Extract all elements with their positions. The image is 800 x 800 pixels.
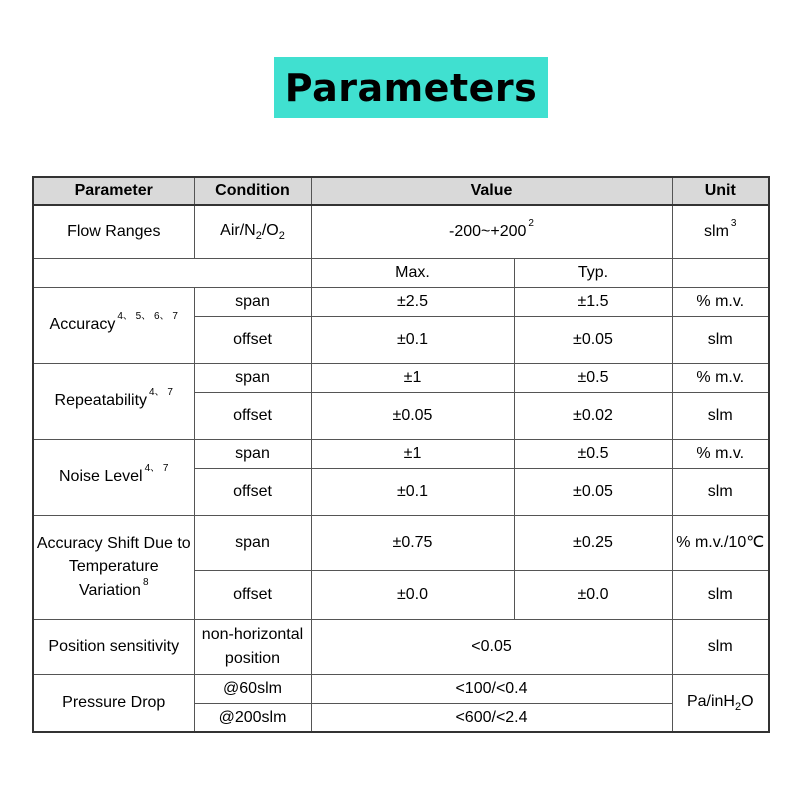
max-cell: ±2.5 xyxy=(311,287,514,316)
cond-cell: offset xyxy=(194,316,311,363)
table-row xyxy=(33,439,769,468)
unit-cell: slm xyxy=(672,468,769,515)
value-cell: <600/<2.4 xyxy=(311,703,672,732)
subheader-typ: Typ. xyxy=(514,258,672,287)
unit-cell: % m.v. xyxy=(672,287,769,316)
cond-cell: span xyxy=(194,515,311,570)
header-unit: Unit xyxy=(672,177,769,205)
table-row xyxy=(33,674,769,703)
cond-cell: @60slm xyxy=(194,674,311,703)
unit-cell: slm xyxy=(672,392,769,439)
max-cell: ±0.1 xyxy=(311,316,514,363)
unit-cell: % m.v./10℃ xyxy=(672,515,769,570)
table-row xyxy=(33,515,769,570)
cond-cell: offset xyxy=(194,468,311,515)
unit-cell: % m.v. xyxy=(672,439,769,468)
cond-cell: span xyxy=(194,287,311,316)
typ-cell: ±1.5 xyxy=(514,287,672,316)
cond-cell: offset xyxy=(194,392,311,439)
param-accuracy: Accuracy $^{4、 5、 6、 7}$ xyxy=(33,287,194,363)
table-row xyxy=(33,619,769,674)
table-row xyxy=(33,205,769,258)
table-row xyxy=(33,363,769,392)
title-banner xyxy=(274,57,548,118)
cond-cell: @200slm xyxy=(194,703,311,732)
table-subheader-row xyxy=(33,258,769,287)
subheader-empty xyxy=(33,258,311,287)
cond-cell: offset xyxy=(194,570,311,619)
unit-pressure-drop: Pa/inH$_2$O xyxy=(672,674,769,732)
subheader-max: Max. xyxy=(311,258,514,287)
param-pressure-drop: Pressure Drop xyxy=(33,674,194,732)
subheader-unit-empty xyxy=(672,258,769,287)
max-cell: ±0.05 xyxy=(311,392,514,439)
param-noise-level: Noise Level $^{4、 7}$ xyxy=(33,439,194,515)
typ-cell: ±0.5 xyxy=(514,363,672,392)
unit-cell: slm xyxy=(672,316,769,363)
value-cell: <100/<0.4 xyxy=(311,674,672,703)
unit-position: slm xyxy=(672,619,769,674)
cond-flow-ranges: Air/$N_2/O_2$ xyxy=(194,205,311,258)
cond-position: non-horizontal position xyxy=(194,619,311,674)
typ-cell: ±0.0 xyxy=(514,570,672,619)
typ-cell: ±0.05 xyxy=(514,468,672,515)
table-header-row xyxy=(33,177,769,205)
param-accuracy-shift: Accuracy Shift Due to Temperature Variation $^8$ xyxy=(33,515,194,619)
header-value: Value xyxy=(311,177,672,205)
max-cell: ±0.0 xyxy=(311,570,514,619)
typ-cell: ±0.05 xyxy=(514,316,672,363)
max-cell: ±1 xyxy=(311,363,514,392)
parameters-table xyxy=(32,176,770,733)
header-parameter: Parameter xyxy=(33,177,194,205)
table-row xyxy=(33,287,769,316)
typ-cell: ±0.5 xyxy=(514,439,672,468)
cond-cell: span xyxy=(194,439,311,468)
page-title: Parameters xyxy=(284,65,538,110)
unit-flow-ranges: slm $^3$ xyxy=(672,205,769,258)
max-cell: ±1 xyxy=(311,439,514,468)
cond-cell: span xyxy=(194,363,311,392)
typ-cell: ±0.25 xyxy=(514,515,672,570)
typ-cell: ±0.02 xyxy=(514,392,672,439)
max-cell: ±0.75 xyxy=(311,515,514,570)
param-repeatability: Repeatability $^{4、 7}$ xyxy=(33,363,194,439)
max-cell: ±0.1 xyxy=(311,468,514,515)
value-flow-ranges: -200~+200 $^2$ xyxy=(311,205,672,258)
param-position-sensitivity: Position sensitivity xyxy=(33,619,194,674)
unit-cell: slm xyxy=(672,570,769,619)
value-position: <0.05 xyxy=(311,619,672,674)
unit-cell: % m.v. xyxy=(672,363,769,392)
param-flow-ranges: Flow Ranges xyxy=(33,205,194,258)
header-condition: Condition xyxy=(194,177,311,205)
